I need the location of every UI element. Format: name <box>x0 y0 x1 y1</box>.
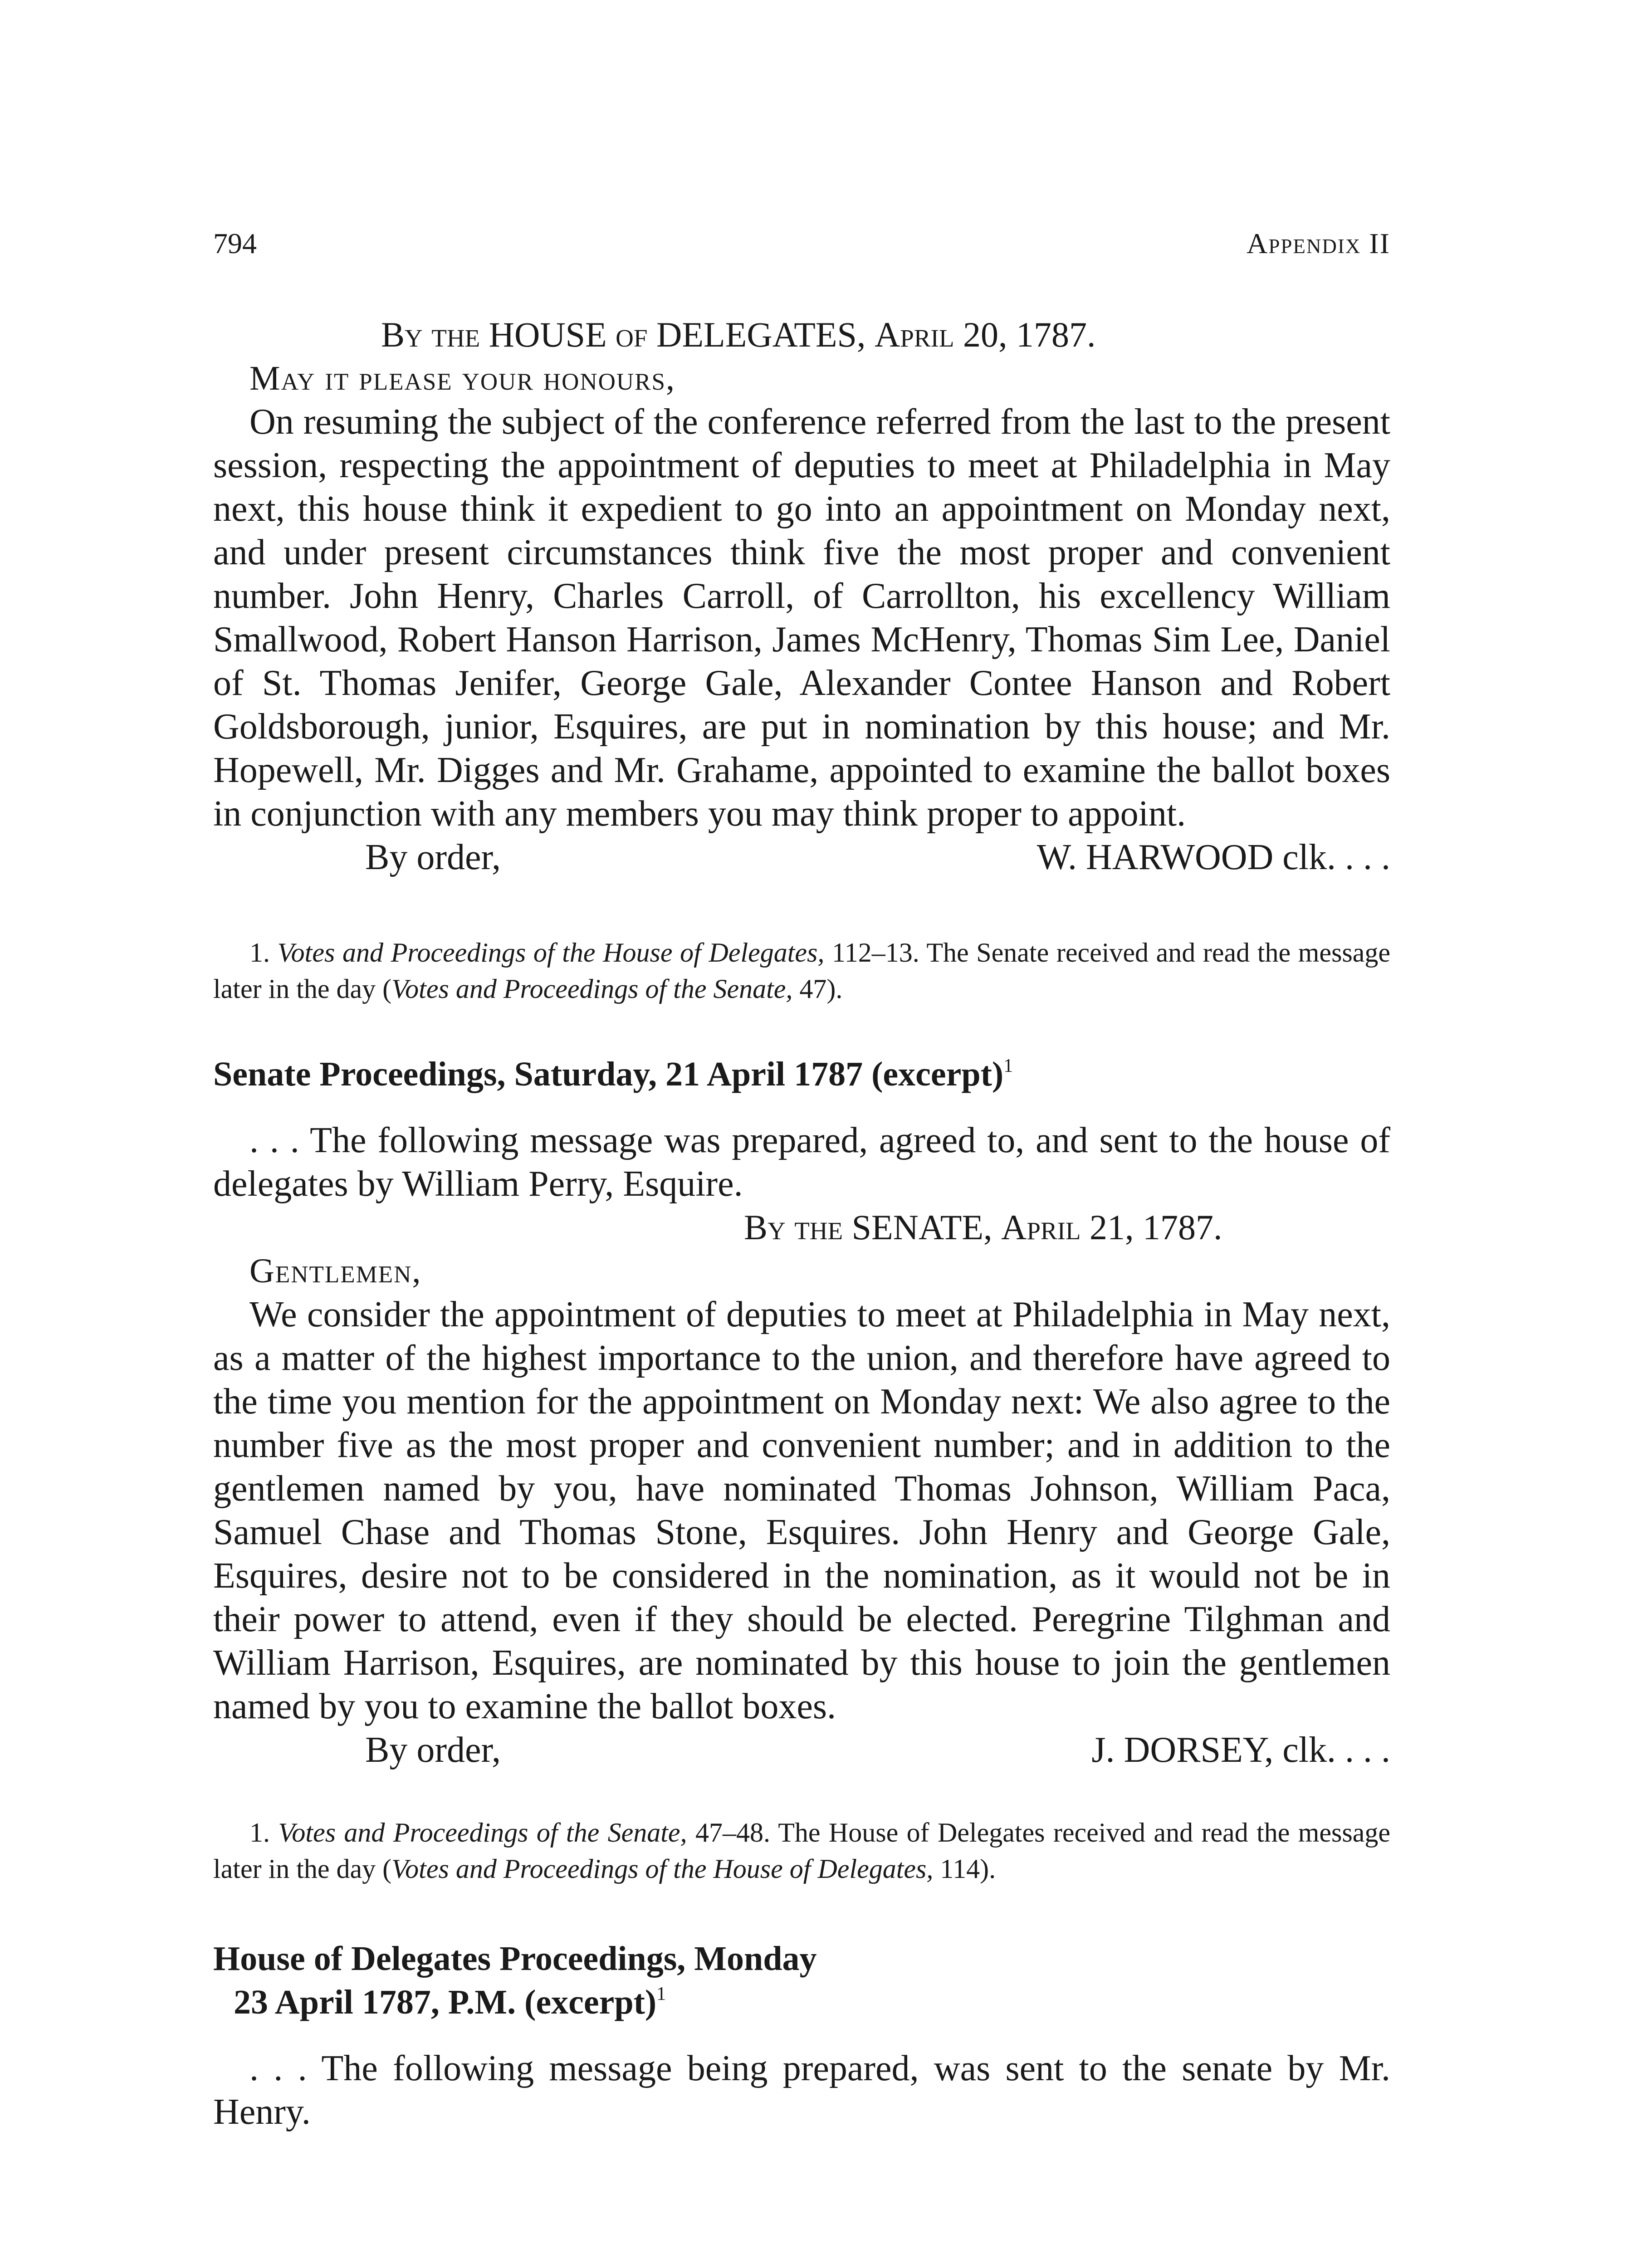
message-body: We consider the appointment of deputies to meet at Philadelphia in May next, as a matter of the highest importance to the union, and therefore have agreed to the time you mention for the appointment on Monday next: We also agree to the number five as the most proper and convenient number; and in addition to the gentlemen named by you, have nominated Thomas Johnson, William Paca, Samuel Chase and Thomas Stone, Esquires. John Henry and George Gale, Esquires, desire not to be considered in the nomination, as it would not be in their power to attend, even if they should be elected. Peregrine Tilghman and William Harrison, Esquires, are nominated by this house to join the gentlemen named by you to examine the ballot boxes. <box>213 1295 1390 1726</box>
salutation: Gentlemen, <box>249 1252 422 1290</box>
salutation: May it please your honours, <box>249 359 676 397</box>
house-proceedings <box>213 1937 1390 2134</box>
footnote-source: Votes and Proceedings of the House of Delegates, <box>277 938 825 968</box>
footnote-source: Votes and Proceedings of the Senate, <box>278 1818 687 1848</box>
dateline-senate: By the SENATE, April 21, 1787. <box>744 1207 1222 1247</box>
running-head <box>213 227 1390 277</box>
signature-line <box>213 1728 1390 1774</box>
message-body: On resuming the subject of the conference referred from the last to the present session, respecting the appointment of deputies to meet at Philadelphia in May next, this house think it expedient to go into an appointment on Monday next, and under present circumstances think five the most proper and convenient number. John Henry, Charles Carroll, of Carrollton, his excellency William Smallwood, Robert Hanson Harrison, James McHenry, Thomas Sim Lee, Daniel of St. Thomas Jenifer, George Gale, Alexander Contee Hanson and Robert Goldsborough, junior, Esquires, are put in nomination by this house; and Mr. Hopewell, Mr. Digges and Mr. Grahame, appointed to examine the ballot boxes in conjunction with any members you may think proper to appoint. <box>213 402 1390 834</box>
house-message <box>213 313 1390 881</box>
clerk-signature: W. HARWOOD clk. . . . <box>1037 837 1390 877</box>
intro-paragraph: . . . The following message was prepared, agreed to, and sent to the house of delegates by William Perry, Esquire. <box>213 1120 1390 1204</box>
section-heading: Senate Proceedings, Saturday, 21 April 1787 (excerpt)$^1$ <box>213 1055 1013 1093</box>
senate-proceedings <box>213 1052 1390 1774</box>
document-page <box>213 0 1390 2268</box>
footnote: 1. Votes and Proceedings of the Senate, 47–48. The House of Delegates received and read the message later in the day (Votes and Proceedings of the House of Delegates, 114). <box>213 1818 1391 1884</box>
intro-paragraph: . . . The following message being prepared, was sent to the senate by Mr. Henry. <box>213 2048 1390 2132</box>
clerk-signature: J. DORSEY, clk. . . . <box>1091 1730 1390 1770</box>
signature-line <box>213 836 1390 881</box>
by-order: By order, <box>365 1730 501 1770</box>
dateline-house: By the HOUSE of DELEGATES, April 20, 1787. <box>381 315 1096 354</box>
section-title: Appendix II <box>1247 227 1390 259</box>
section-heading: House of Delegates Proceedings, Monday 23 April 1787, P.M. (excerpt)$^1$ <box>213 1940 817 2021</box>
page-number: 794 <box>213 227 257 259</box>
footnote: 1. Votes and Proceedings of the House of Delegates, 112–13. The Senate received and read the message later in the day (Votes and Proceedings of the Senate, 47). <box>213 938 1391 1004</box>
by-order: By order, <box>365 837 501 877</box>
